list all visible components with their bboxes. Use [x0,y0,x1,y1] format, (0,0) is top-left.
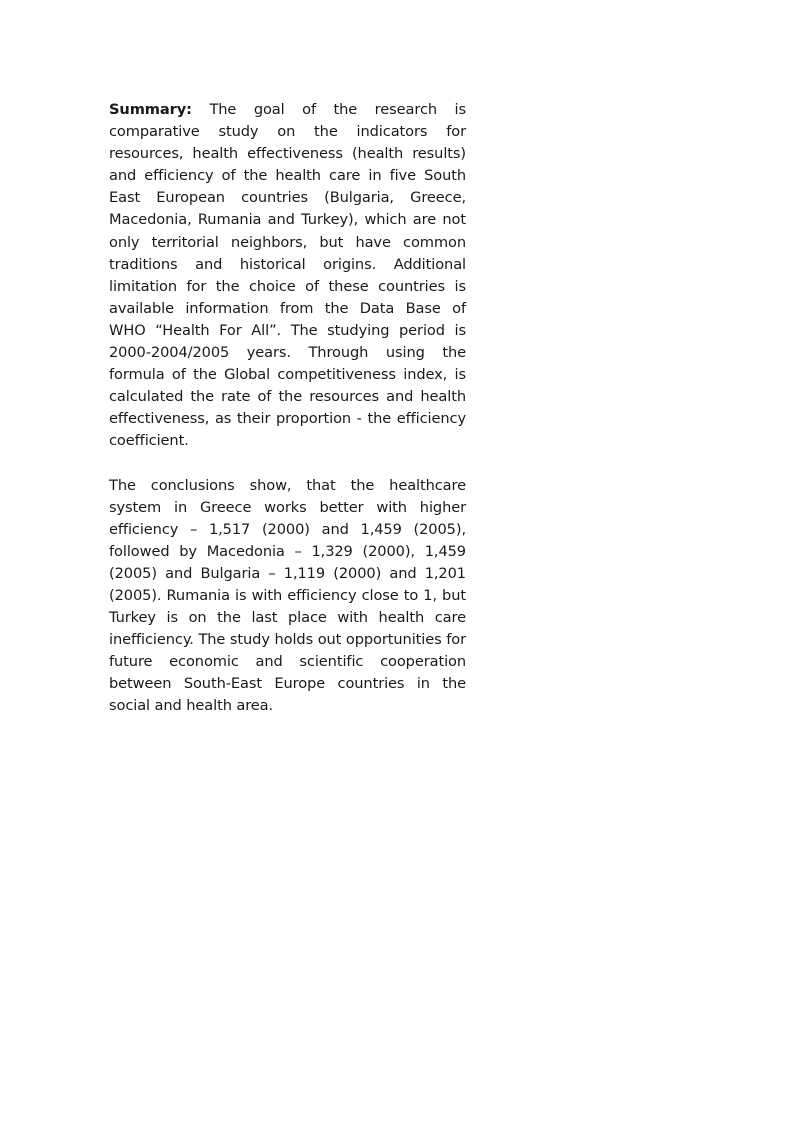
summary-section [109,99,466,718]
summary-paragraph-2: The conclusions show, that the healthcare system in Greece works better with higher efficiency – 1,517 (2000) and 1,459 (2005), followed by Macedonia – 1,329 (2000), 1,459 (2005) and Bulgaria – 1,119 (2000) and 1,201 (2005). Rumania is with efficiency close to 1, but Turkey is on the last place with health care inefficiency. The study holds out opportunities for future economic and scientific cooperation between South-East Europe countries in the social and health area. [109,476,466,715]
summary-paragraph-1 [109,99,466,453]
summary-paragraph-1-text: The goal of the research is comparative study on the indicators for resources, health effectiveness (health results) and efficiency of the health care in five South East European countries (Bulgaria, Greece, Macedonia, Rumania and Turkey), which are not only territorial neighbors, but have common traditions and historical origins. Additional limitation for the choice of these countries is available information from the Data Base of WHO “Health For All”. The studying period is 2000-2004/2005 years. Through using the formula of the Global competitiveness index, is calculated the rate of the resources and health effectiveness, as their proportion - the efficiency coefficient. [109,101,466,450]
summary-lead-label: Summary: [109,101,192,118]
